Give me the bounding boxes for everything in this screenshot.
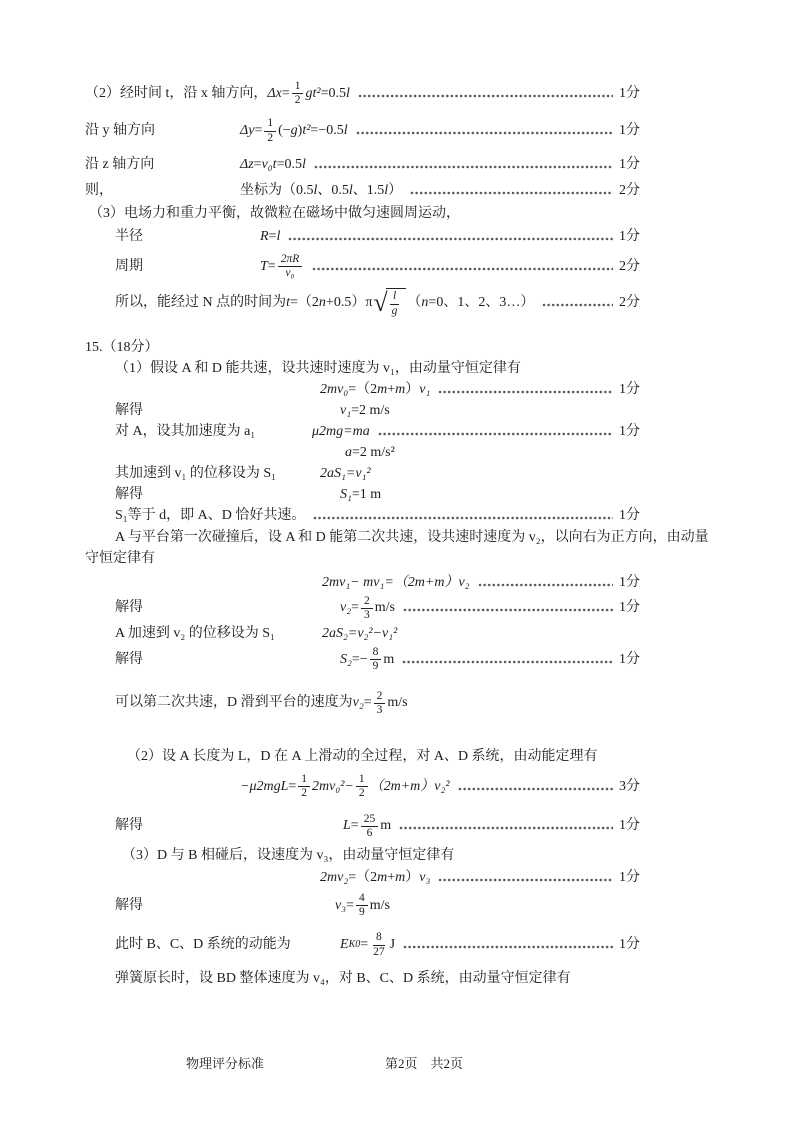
formula-text: = xyxy=(363,695,372,711)
formula-text: 坐标为（0.5 xyxy=(240,182,314,198)
formula-variable: S₁ xyxy=(340,486,352,502)
formula-variable: l xyxy=(301,156,306,172)
dot-leader xyxy=(478,576,613,590)
answer-line xyxy=(85,892,720,919)
line-text: 周期 xyxy=(115,258,143,274)
score-mark: 1分 xyxy=(619,228,640,244)
line-text: A 加速到 v₂ 的位移设为 S₁ xyxy=(115,626,275,642)
formula-text: =0.5 xyxy=(276,156,302,172)
formula-variable: E xyxy=(340,937,349,953)
line-text: （1）假设 A 和 D 能共速，设共速时速度为 v₁，由动量守恒定律有 xyxy=(115,360,521,376)
formula xyxy=(240,117,348,144)
answer-line xyxy=(85,868,720,888)
formula-text: m xyxy=(383,651,395,667)
fraction xyxy=(374,690,386,717)
formula-variable: l xyxy=(313,182,318,198)
formula xyxy=(320,380,430,400)
score-mark: 1分 xyxy=(619,651,640,667)
answer-line xyxy=(85,846,720,866)
fraction-numerator: 1 xyxy=(356,773,368,787)
fraction-denominator: 2 xyxy=(294,94,301,107)
line-text: （2）经时间 t，沿 x 轴方向， xyxy=(85,85,268,101)
formula-text: =（2 xyxy=(348,869,378,885)
formula-text: 、0.5 xyxy=(317,182,349,198)
answer-line xyxy=(85,117,720,144)
formula-text: ） xyxy=(388,182,403,198)
formula-variable: l xyxy=(276,228,281,244)
fraction-numerator: 1 xyxy=(298,773,310,787)
formula-variable: v₂ xyxy=(352,695,364,711)
fraction xyxy=(278,253,303,280)
formula xyxy=(240,181,402,201)
answer-line xyxy=(85,253,720,280)
line-text: 可以第二次共速，D 滑到平台的速度为 xyxy=(115,695,353,711)
formula-text: = xyxy=(254,123,263,139)
answer-line xyxy=(85,204,720,224)
formula-variable: gt² xyxy=(305,85,321,101)
fraction-numerator: 1 xyxy=(264,117,276,131)
formula-variable: 2mv₀ xyxy=(320,381,349,397)
answer-line xyxy=(85,155,720,175)
formula-text: =1 m xyxy=(351,486,382,502)
line-text: 解得 xyxy=(115,486,143,502)
dot-leader xyxy=(312,260,613,274)
answer-line xyxy=(85,573,720,593)
formula-text: = xyxy=(346,897,354,913)
formula-variable: S₂ xyxy=(340,651,352,667)
formula-text: +0.5）π xyxy=(325,295,373,311)
formula xyxy=(353,690,408,717)
formula-text: (− xyxy=(278,123,291,139)
fraction-denominator: 27 xyxy=(373,945,385,958)
score-mark: 1分 xyxy=(619,507,640,523)
formula xyxy=(320,868,430,888)
formula xyxy=(260,253,304,280)
formula xyxy=(240,155,306,175)
answer-line xyxy=(85,969,720,989)
answer-line xyxy=(85,773,720,800)
fraction-numerator: 2 xyxy=(361,595,373,609)
formula xyxy=(340,595,395,622)
radicand xyxy=(386,288,407,317)
answer-line xyxy=(85,464,720,484)
formula-text: = xyxy=(360,937,369,953)
fraction xyxy=(298,773,310,800)
answer-line xyxy=(85,931,720,958)
formula-variable: m xyxy=(395,381,406,397)
formula-variable: Δy xyxy=(240,123,255,139)
formula-text: m/s xyxy=(387,695,408,711)
formula-text: ） xyxy=(405,869,420,885)
answer-line xyxy=(85,80,720,107)
fraction xyxy=(361,813,379,840)
line-text: （2）设 A 长度为 L，D 在 A 上滑动的全过程，对 A、D 系统，由动能定理有 xyxy=(127,749,598,765)
fraction-denominator: 3 xyxy=(376,703,383,716)
line-text: （3）电场力和重力平衡，故微粒在磁场中做匀速圆周运动， xyxy=(89,205,460,221)
score-mark: 1分 xyxy=(619,937,640,953)
formula xyxy=(320,464,371,484)
formula-variable: −μ2mgL xyxy=(240,778,289,794)
formula-text: = xyxy=(350,818,359,834)
answer-line xyxy=(85,288,720,317)
answer-line: A 与平台第一次碰撞后，设 A 和 D 能第二次共速，设共速时速度为 v₂，以向右为正方向，由动量守恒定律有 xyxy=(85,529,709,566)
fraction-denominator: g xyxy=(391,304,398,317)
formula-variable: v₁ xyxy=(340,402,352,418)
formula-variable: l xyxy=(348,182,353,198)
fraction xyxy=(264,117,276,144)
line-text: 解得 xyxy=(115,897,143,913)
line-text: 此时 B、C、D 系统的动能为 xyxy=(115,937,291,953)
score-mark: 2分 xyxy=(619,258,640,274)
formula-text: m/s xyxy=(374,600,395,616)
score-mark: 1分 xyxy=(619,869,640,885)
dot-leader xyxy=(314,158,613,172)
answer-line xyxy=(85,181,720,201)
score-mark: 2分 xyxy=(619,295,640,311)
answer-line xyxy=(85,485,720,505)
formula-subscript: K0 xyxy=(348,939,361,951)
line-text: 沿 z 轴方向 xyxy=(85,156,155,172)
answer-line xyxy=(85,380,720,400)
fraction-numerator: 1 xyxy=(292,80,304,94)
formula-text: （ xyxy=(407,295,422,311)
dot-leader xyxy=(356,124,613,138)
fraction-denominator: 2 xyxy=(358,787,365,800)
answer-line xyxy=(85,227,720,247)
formula-variable: m xyxy=(377,381,388,397)
fraction xyxy=(389,290,401,317)
dot-leader xyxy=(458,780,613,794)
formula-variable: m xyxy=(395,869,406,885)
fraction-numerator: 2πR xyxy=(278,253,303,267)
formula-variable: t xyxy=(286,295,291,311)
formula xyxy=(286,288,534,317)
answer-line xyxy=(85,747,720,767)
line-text: 解得 xyxy=(115,600,143,616)
formula-text: J xyxy=(389,937,396,953)
fraction xyxy=(356,773,368,800)
formula-text: = xyxy=(281,85,290,101)
fraction-denominator: 2 xyxy=(267,131,274,144)
formula xyxy=(340,931,395,958)
formula xyxy=(312,422,370,442)
formula-variable: t² xyxy=(302,123,311,139)
formula-text: =0.5 xyxy=(320,85,346,101)
formula-variable: （2m+m）v₂² xyxy=(369,778,450,794)
formula-variable: g xyxy=(290,123,298,139)
sqrt-radical xyxy=(373,288,406,317)
footer-doc-title: 物理评分标准 xyxy=(186,1056,265,1071)
formula-variable: Δx xyxy=(267,85,282,101)
line-text: 半径 xyxy=(115,228,143,244)
answer-line xyxy=(85,646,720,673)
formula xyxy=(343,813,391,840)
formula-text: =− xyxy=(351,651,368,667)
formula-text: =2 m/s xyxy=(351,402,390,418)
formula-text: =0、1、2、3…） xyxy=(428,295,535,311)
answer-line xyxy=(85,595,720,622)
formula xyxy=(340,401,390,421)
line-text: 解得 xyxy=(115,402,143,418)
formula-variable: 2mv₂ xyxy=(320,869,349,885)
answer-line xyxy=(85,401,720,421)
formula-variable: n xyxy=(318,295,326,311)
formula-variable: n xyxy=(421,295,429,311)
radical-sign: √ xyxy=(373,287,388,317)
answer-line xyxy=(85,690,720,717)
dot-leader xyxy=(378,425,613,439)
score-mark: 2分 xyxy=(619,182,640,198)
score-mark: 3分 xyxy=(619,778,640,794)
formula-variable: v₃ xyxy=(419,869,431,885)
formula xyxy=(345,443,395,463)
formula-variable: v₃ xyxy=(335,897,347,913)
formula-variable: m xyxy=(377,869,388,885)
line-text: 15.（18分） xyxy=(85,339,159,355)
answer-line xyxy=(85,813,720,840)
fraction-numerator: 8 xyxy=(370,646,382,660)
formula-text: m/s xyxy=(369,897,390,913)
line-text: 弹簧原长时，设 BD 整体速度为 v₄，对 B、C、D 系统，由动量守恒定律有 xyxy=(115,970,571,986)
formula-variable: v₂ xyxy=(340,600,352,616)
formula-text: =2 m/s² xyxy=(352,444,395,460)
line-text: 沿 y 轴方向 xyxy=(85,123,155,139)
fraction xyxy=(370,931,388,958)
formula-variable: L xyxy=(343,818,351,834)
formula-variable: 2mv₀²− xyxy=(312,778,354,794)
formula-variable: l xyxy=(345,85,350,101)
answer-line xyxy=(85,338,720,358)
formula xyxy=(322,573,470,593)
answer-line xyxy=(85,443,720,463)
formula xyxy=(260,227,280,247)
line-text: 其加速到 v₁ 的位移设为 S₁ xyxy=(115,465,277,481)
formula xyxy=(240,773,450,800)
answer-line xyxy=(85,422,720,442)
formula-variable: l xyxy=(343,123,348,139)
formula-text: ） xyxy=(405,381,420,397)
formula-text: =（2 xyxy=(348,381,378,397)
formula xyxy=(335,892,390,919)
formula-text: + xyxy=(387,869,396,885)
dot-leader xyxy=(438,383,613,397)
dot-leader xyxy=(403,601,613,615)
dot-leader xyxy=(542,296,613,310)
line-text: S₁等于 d，即 A、D 恰好共速。 xyxy=(115,507,306,523)
fraction xyxy=(361,595,373,622)
score-mark: 1分 xyxy=(619,574,640,590)
fraction-denominator: 2 xyxy=(301,787,308,800)
formula-text: + xyxy=(387,381,396,397)
dot-leader xyxy=(313,509,613,523)
formula-text: = xyxy=(267,258,276,274)
formula-variable: 2aS₁=v₁² xyxy=(320,465,371,481)
fraction xyxy=(370,646,382,673)
formula-variable: 2mv₁− mv₁=（2m+m）v₂ xyxy=(322,574,470,590)
dot-leader xyxy=(358,87,613,101)
formula-text: 、1.5 xyxy=(352,182,385,198)
formula-variable: v₁ xyxy=(419,381,431,397)
fraction-denominator: 6 xyxy=(366,826,373,839)
formula-text: =−0.5 xyxy=(310,123,344,139)
formula-text: ) xyxy=(297,123,303,139)
fraction-denominator: 9 xyxy=(359,906,365,919)
score-mark: 1分 xyxy=(619,123,640,139)
line-text: 解得 xyxy=(115,818,143,834)
formula-text: =（2 xyxy=(290,295,319,311)
fraction-numerator: 4 xyxy=(356,892,368,906)
formula-text: = xyxy=(268,228,277,244)
fraction-numerator: 8 xyxy=(373,931,385,945)
formula-variable: l xyxy=(384,182,389,198)
dot-leader xyxy=(438,871,613,885)
score-mark: 1分 xyxy=(619,156,640,172)
formula-variable: R xyxy=(260,228,269,244)
answer-line xyxy=(85,359,720,379)
answer-content xyxy=(85,80,720,990)
formula-variable: 2aS₂=v₂²−v₁² xyxy=(322,626,398,642)
dot-leader xyxy=(403,938,613,952)
line-text: （3）D 与 B 相碰后，设速度为 v₃，由动量守恒定律有 xyxy=(122,847,455,863)
formula xyxy=(322,624,397,644)
formula-variable: T xyxy=(260,258,268,274)
fraction xyxy=(356,892,368,919)
score-mark: 1分 xyxy=(619,818,640,834)
score-mark: 1分 xyxy=(619,381,640,397)
footer-page-number: 第2页 共2页 xyxy=(385,1056,464,1071)
fraction-numerator: l xyxy=(390,290,399,304)
line-text: 则， xyxy=(85,182,113,198)
score-mark: 1分 xyxy=(619,600,640,616)
line-text: 所以，能经过 N 点的时间为 xyxy=(115,295,287,311)
formula-variable: Δz xyxy=(240,156,254,172)
fraction-numerator: 25 xyxy=(361,813,379,827)
formula-text: = xyxy=(288,778,297,794)
line-text: 解得 xyxy=(115,651,143,667)
fraction-denominator: v₀ xyxy=(285,267,295,280)
formula-variable: a xyxy=(345,444,352,460)
formula xyxy=(340,646,394,673)
fraction-denominator: 3 xyxy=(364,608,370,621)
dot-leader xyxy=(399,819,613,833)
dot-leader xyxy=(288,230,613,244)
score-mark: 1分 xyxy=(619,85,640,101)
fraction xyxy=(292,80,304,107)
answer-line xyxy=(85,506,720,526)
formula xyxy=(267,80,349,107)
fraction-denominator: 9 xyxy=(372,660,379,673)
fraction-numerator: 2 xyxy=(374,690,386,704)
dot-leader xyxy=(410,184,613,198)
formula-text: = xyxy=(253,156,262,172)
formula-variable: v₀t xyxy=(261,156,277,172)
answer-line xyxy=(85,624,720,644)
formula-text: = xyxy=(351,600,359,616)
dot-leader xyxy=(402,653,613,667)
formula-variable: μ2mg=ma xyxy=(312,423,370,439)
formula xyxy=(340,485,381,505)
score-mark: 1分 xyxy=(619,423,640,439)
formula-text: m xyxy=(380,818,392,834)
line-text: 对 A，设其加速度为 a₁ xyxy=(115,423,256,439)
